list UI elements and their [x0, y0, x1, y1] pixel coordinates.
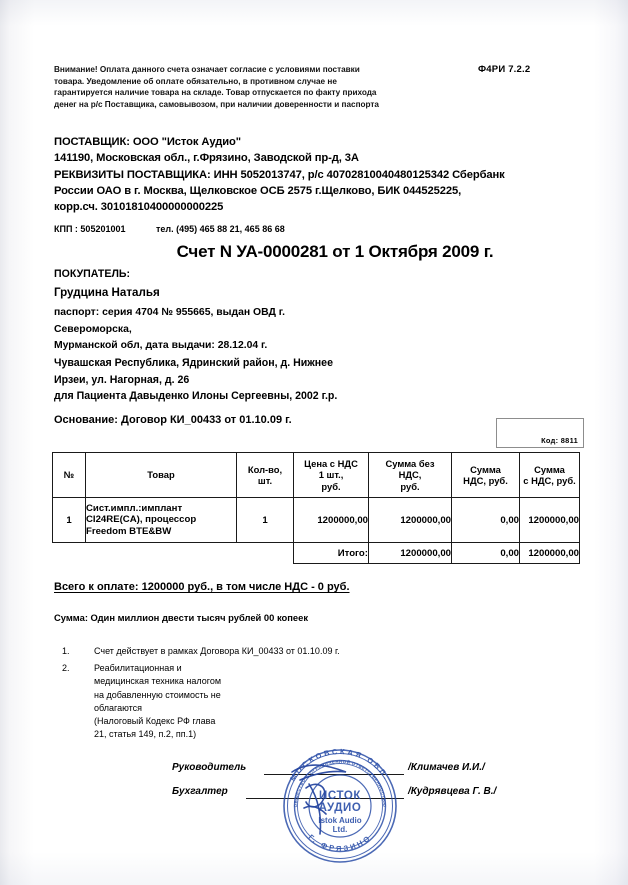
buyer-passport — [54, 305, 554, 355]
note-2-line-4: облагаются — [94, 702, 143, 713]
note-body — [94, 645, 442, 658]
note-2-line-6: 21, статья 149, п.2, пп.1) — [94, 729, 197, 740]
supplier-line-3: РЕКВИЗИТЫ ПОСТАВЩИКА: ИНН 5052013747, р/с 40702810040480125342 Сбербанк — [54, 168, 505, 181]
cell-item: Сист.импл.:имплант CI24RE(CA), процессор Freedom BTE&BW — [86, 498, 237, 543]
buyer-passport-line-2: Североморска, — [54, 323, 132, 335]
note-number: 2. — [62, 663, 70, 674]
contract-basis: Основание: Договор КИ_00433 от 01.10.09 г. — [54, 414, 292, 426]
signature-line-accountant — [246, 798, 404, 799]
supplier-line-4: России ОАО в г. Москва, Щелковское ОСБ 2575 г.Щелково, БИК 044525225, — [54, 184, 462, 197]
stamp-center-line-3: Istok Audio — [318, 816, 362, 825]
code-box-label-text: Код: — [541, 436, 559, 445]
header-number: № — [53, 453, 86, 498]
buyer-passport-line-3: Мурманской обл, дата выдачи: 28.12.04 г. — [54, 340, 268, 351]
note-number: 1. — [62, 646, 70, 656]
buyer-passport-line-1: паспорт: серия 4704 № 955665, выдан ОВД г. — [54, 307, 285, 318]
total-label: Итого: — [294, 543, 369, 564]
signature-line-director — [264, 774, 404, 775]
cell-sum-with-vat: 1200000,00 — [520, 498, 580, 543]
cell-price: 1200000,00 — [294, 498, 369, 543]
svg-text:Г. ФРЯЗИНО — [307, 833, 374, 853]
items-table-head — [53, 453, 580, 498]
total-sum-no-vat: 1200000,00 — [369, 543, 452, 564]
note-2-line-3: на добавленную стоимость не — [94, 689, 221, 700]
list-item — [62, 645, 442, 658]
signature-role-director: Руководитель — [172, 762, 247, 773]
note-2-line-2: медицинская техника налогом — [94, 676, 222, 687]
notice-line-2: товара. Уведомление об оплате обязательно, в противном случае не — [54, 76, 337, 86]
notice-line-3: гарантируется наличие товара на складе. Товар отпускается по факту прихода — [54, 88, 377, 98]
amount-in-words: Сумма: Один миллион двести тысяч рублей 00 копеек — [54, 612, 309, 623]
payment-notice — [54, 64, 409, 110]
note-body — [94, 662, 442, 741]
buyer-address-line-3: для Пациента Давыденко Илоны Сергеевны, 2002 г.р. — [54, 390, 338, 402]
code-box-label — [541, 436, 578, 445]
supplier-block — [54, 134, 574, 215]
cell-quantity: 1 — [237, 498, 294, 543]
items-table-header-row — [53, 453, 580, 498]
code-box-value: 8811 — [560, 436, 578, 445]
stamp-center-line-2: АУДИО — [318, 802, 362, 814]
stamp-inner-top-text: ОБЩЕСТВО С ОГРАНИЧЕННОЙ ОТВЕТСТВЕННОСТЬЮ — [292, 758, 388, 808]
signature-block — [172, 762, 592, 810]
supplier-phone: тел. (495) 465 88 21, 465 86 68 — [156, 224, 285, 234]
table-row — [53, 498, 580, 543]
supplier-line-2: 141190, Московская обл., г.Фрязино, Заводской пр-д, 3А — [54, 152, 359, 165]
signature-row-director — [172, 762, 592, 786]
form-code: Ф4РИ 7.2.2 — [478, 64, 531, 75]
supplier-line-5: корр.сч. 30101810400000000225 — [54, 201, 224, 214]
stamp-center-line-1: ИСТОК — [319, 790, 361, 802]
signature-role-accountant: Бухгалтер — [172, 786, 228, 797]
note-1-line-1: Счет действует в рамках Договора КИ_00433 от 01.10.09 г. — [94, 646, 340, 656]
total-spacer — [53, 543, 294, 564]
stamp-outer-top-text: МОСКОВСКАЯ ОБЛ. — [288, 746, 392, 783]
list-item — [62, 662, 442, 741]
header-price: Цена с НДС 1 шт., руб. — [294, 453, 369, 498]
supplier-line-1: ПОСТАВЩИК: ООО "Исток Аудио" — [54, 136, 241, 148]
signature-name-accountant: /Кудрявцева Г. В./ — [408, 786, 497, 797]
total-sum-with-vat: 1200000,00 — [520, 543, 580, 564]
buyer-label: ПОКУПАТЕЛЬ: — [54, 268, 131, 280]
signature-name-director: /Климачев И.И./ — [408, 762, 485, 773]
cell-sum-no-vat: 1200000,00 — [369, 498, 452, 543]
code-box — [496, 418, 584, 448]
signature-row-accountant — [172, 786, 592, 810]
buyer-name: Грудцина Наталья — [54, 286, 160, 299]
header-item: Товар — [86, 453, 237, 498]
stamp-outer-bottom-text: Г. ФРЯЗИНО — [306, 832, 374, 854]
grand-total: Всего к оплате: 1200000 руб., в том числе НДС - 0 руб. — [54, 581, 350, 593]
buyer-address-line-2: Ирзеи, ул. Нагорная, д. 26 — [54, 373, 190, 386]
stamp-center-line-4: Ltd. — [332, 825, 348, 834]
items-table — [52, 452, 580, 564]
cell-vat: 0,00 — [452, 498, 520, 543]
notes-list — [62, 645, 442, 745]
header-sum-with-vat: Сумма с НДС, руб. — [520, 453, 580, 498]
cell-number: 1 — [53, 498, 86, 543]
buyer-address — [54, 355, 554, 405]
supplier-kpp: КПП : 505201001 — [54, 224, 126, 234]
header-vat: Сумма НДС, руб. — [452, 453, 520, 498]
table-total-row — [53, 543, 580, 564]
invoice-title: Счет N УА-0000281 от 1 Октября 2009 г. — [176, 242, 494, 261]
notice-line-4: денег на р/с Поставщика, самовывозом, при наличии доверенности и паспорта — [54, 99, 379, 109]
buyer-address-line-1: Чувашская Республика, Ядринский район, д. Нижнее — [54, 357, 333, 369]
items-table-body — [53, 498, 580, 564]
total-vat: 0,00 — [452, 543, 520, 564]
note-2-line-1: Реабилитационная и — [94, 663, 182, 674]
header-quantity: Кол-во, шт. — [237, 453, 294, 498]
notice-line-1: Внимание! Оплата данного счета означает согласие с условиями поставки — [54, 65, 360, 74]
header-sum-no-vat: Сумма без НДС, руб. — [369, 453, 452, 498]
note-2-line-5: (Налоговый Кодекс РФ глава — [94, 716, 216, 727]
